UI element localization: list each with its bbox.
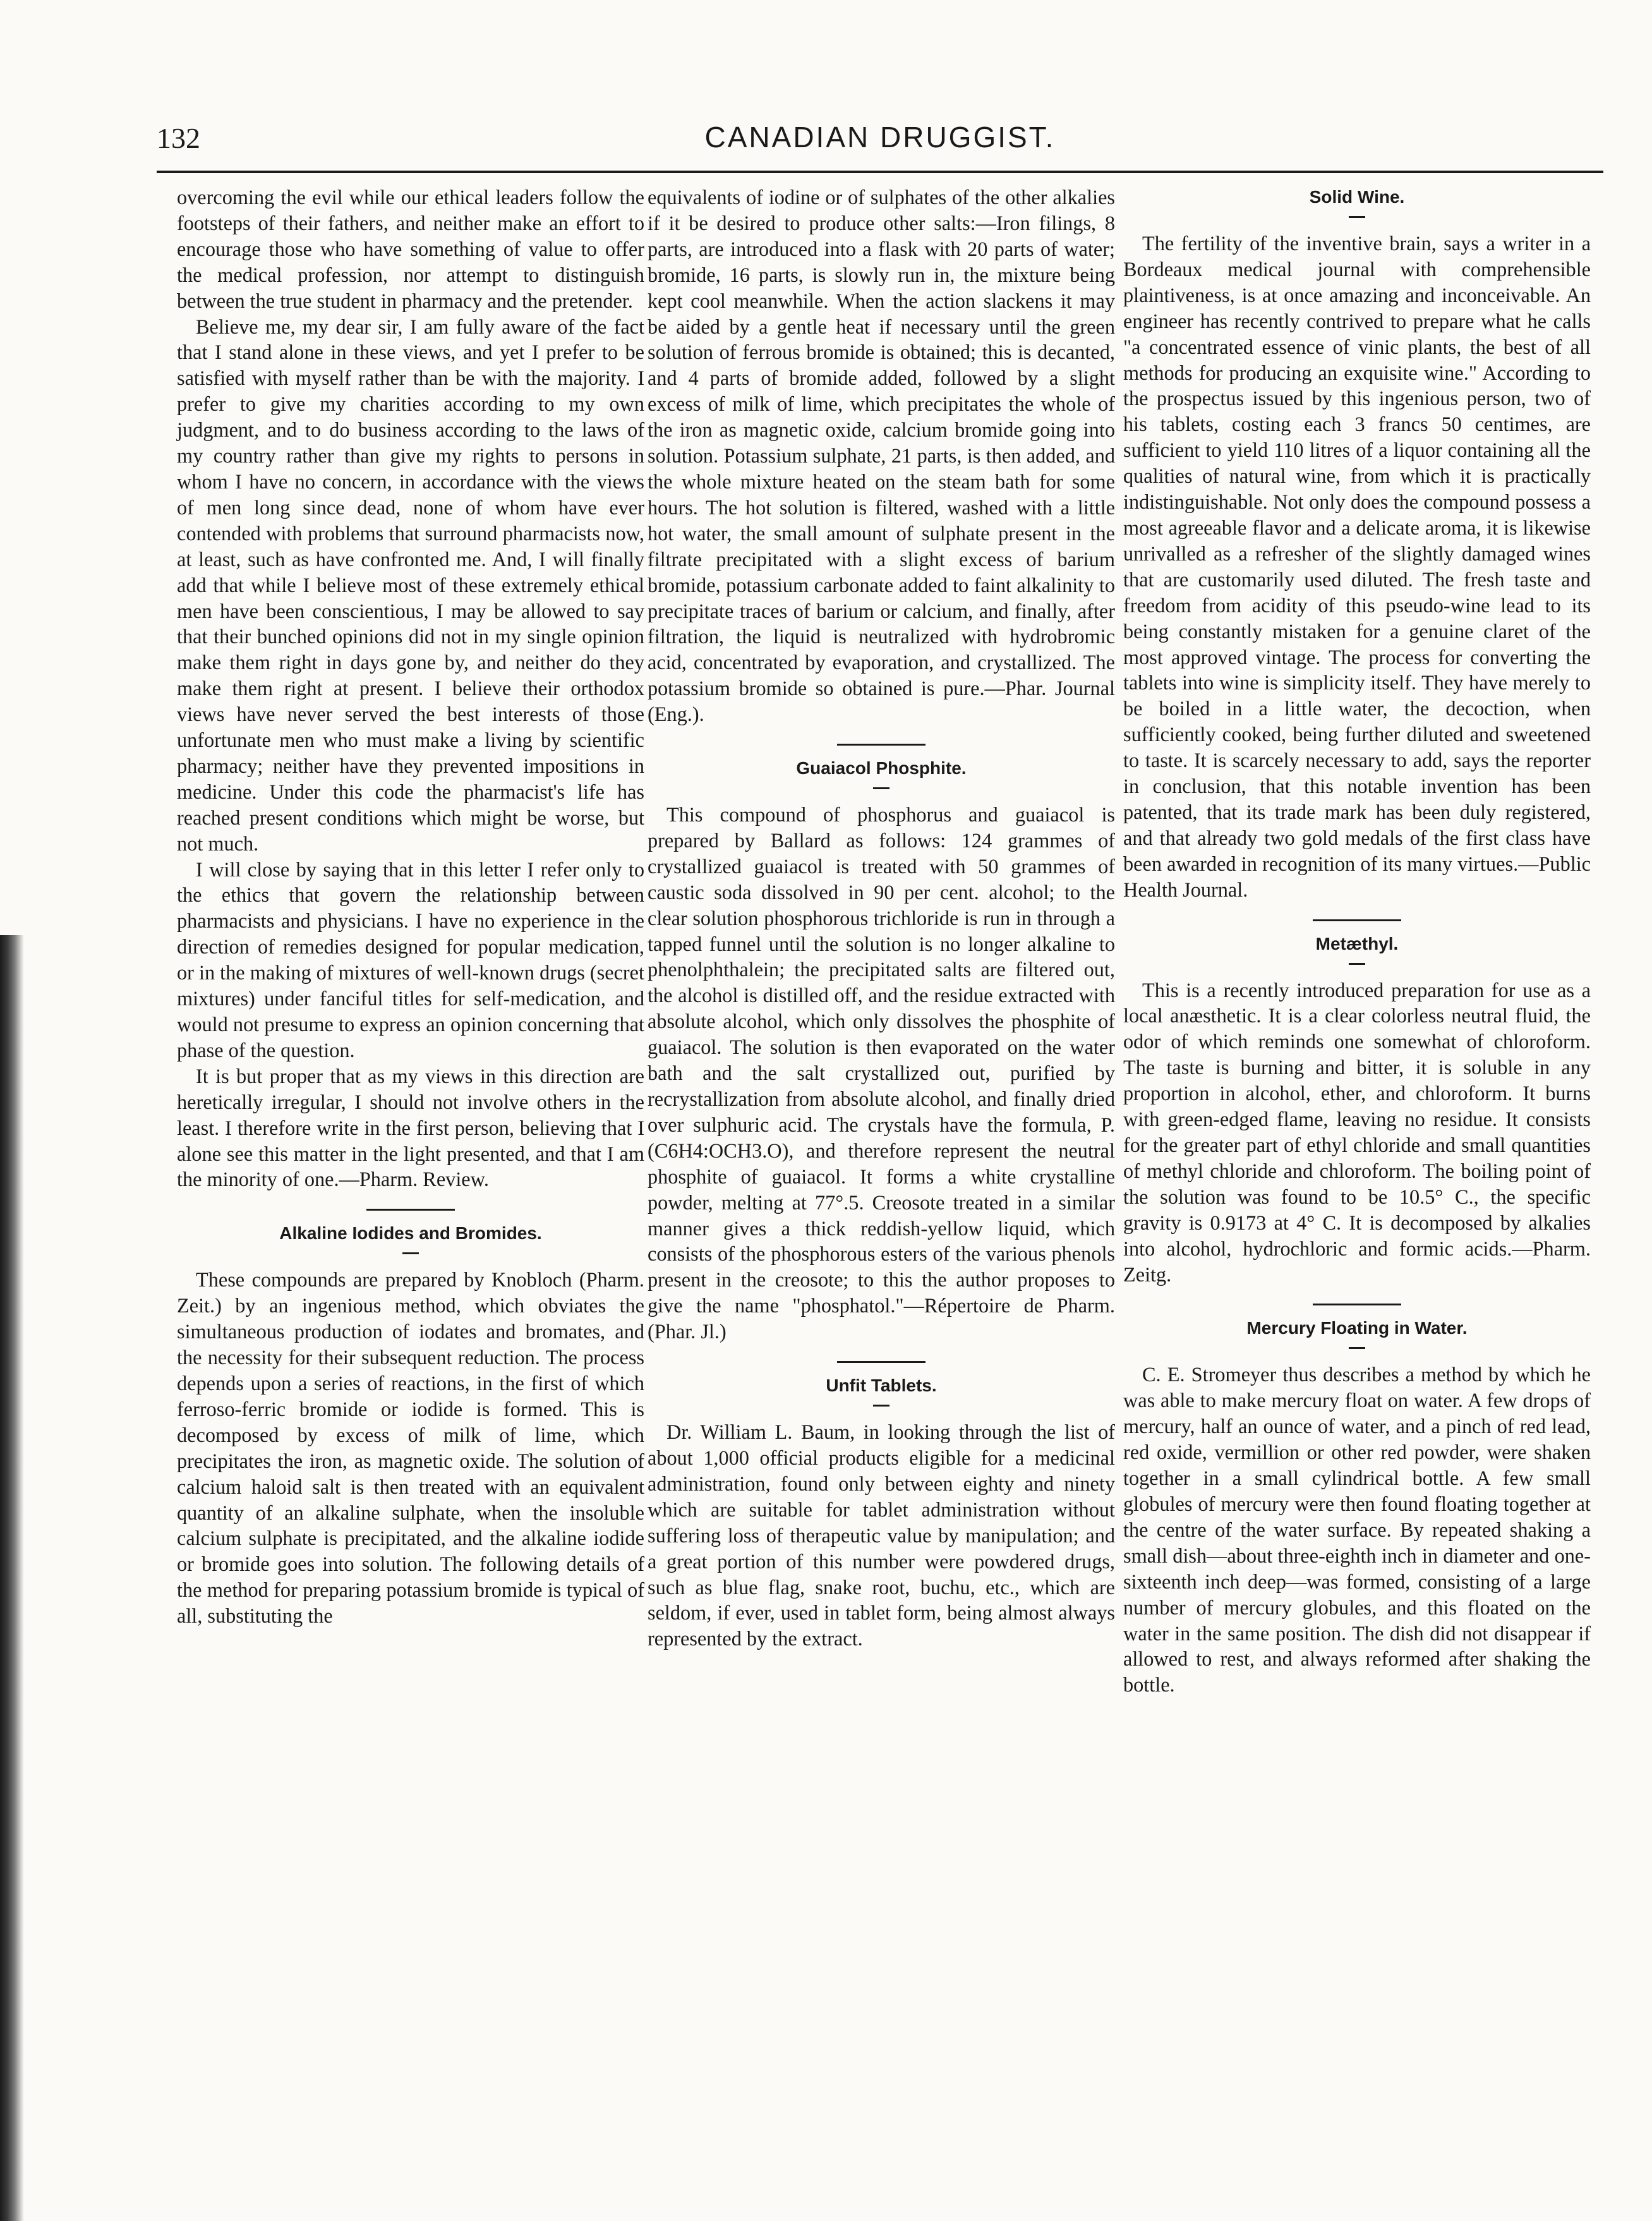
paragraph: I will close by saying that in this letter I refer only to the ethics that govern the relationship between pharmacists and physicians. I have no experience in the direction of remedies designed for popular medication, or in the making of mixtures of well-known drugs (secret mixtures) under fanciful titles for self-medication, and would not presume to express an opinion concerning that phase of the question. <box>177 857 644 1062</box>
section-heading-metaethyl: Metæthyl. <box>1315 933 1399 953</box>
paragraph: Believe me, my dear sir, I am fully aware of the fact that I stand alone in these views, and yet I prefer to be satisfied with myself rather than be with the majority. I prefer to give my charities according to my own judgment, and to do business according to the laws of my country rather than give my rights to persons in whom I have no concern, in accordance with the views of men long since dead, none of whom have ever contended with problems that surround pharmacists now, at least, such as have confronted me. And, I will finally add that while I believe most of these extremely ethical men have been conscientious, I may be allowed to say that their bunched opinions did not in my single opinion make them right in days gone by, and neither do they make them right at present. I believe their orthodox views have never served the best interests of those unfortunate men who must make a living by scientific pharmacy; neither have they prevented impositions in medicine. Under this code the pharmacist's life has reached present conditions which might be worse, but not much. <box>177 315 644 855</box>
paragraph: C. E. Stromeyer thus describes a method by which he was able to make mercury float on water. A few drops of mercury, half an ounce of water, and a pinch of red lead, red oxide, vermillion or other red powder, were shaken together in a small cylindrical bottle. A few small globules of mercury were then found floating together at the centre of the water surface. By repeated shaking a small dish—about three-eighth inch in diameter and one-sixteenth inch deep—was formed, consisting of a large number of mercury globules, and this floated on the water in the same position. The dish did not disappear if allowed to rest, and always reformed after shaking the bottle. <box>1123 1363 1591 1697</box>
heading-dash <box>1349 963 1365 965</box>
section-heading-guaiacol-phosphite: Guaiacol Phosphite. <box>796 758 967 778</box>
section-divider <box>366 1209 455 1211</box>
section-divider <box>837 744 925 746</box>
paragraph: The fertility of the inventive brain, says a writer in a Bordeaux medical journal with comprehensible plaintiveness, is at once amazing and inconceivable. An engineer has recently contrived to prepare what he calls "a concentrated essence of vinic plants, the best of all methods for producing an exquisite wine." According to the prospectus issued by this ingenious person, two of his tablets, costing each 3 francs 50 centimes, are sufficient to yield 110 litres of a liquor containing all the qualities of natural wine, from which it is practically indistinguishable. Not only does the compound possess a most agreeable flavor and a delicate aroma, it is likewise unrivalled as a refresher of the slightly damaged wines that are customarily used diluted. The fresh taste and freedom from acidity of this pseudo-wine lead to its being constantly mistaken for a genuine claret of the most approved vintage. The process for converting the tablets into wine is simplicity itself. They have merely to be boiled in a little water, the decoction, when sufficiently cooked, being further diluted and sweetened to taste. It is scarcely necessary to add, says the reporter in conclusion, that this notable invention has been patented, that its trade mark has been duly registered, and that already two gold medals of the first class have been awarded in recognition of its many virtues.—Public Health Journal. <box>1123 232 1591 901</box>
paragraph: This is a recently introduced preparation for use as a local anæsthetic. It is a clear colorless neutral fluid, the odor of which reminds one somewhat of chloroform. The taste is burning and bitter, it is soluble in any proportion in alcohol, ether, and chloroform. It burns with green-edged flame, leaving no residue. It consists for the greater part of ethyl chloride and small quantities of methyl chloride and chloroform. The boiling point of the solution was found to be 10.5° C., the specific gravity is 0.9173 at 4° C. It is decomposed by alkalies into alcohol, hydrochloric and formic acids.—Pharm. Zeitg. <box>1123 978 1591 1286</box>
section-heading-solid-wine: Solid Wine. <box>1309 187 1405 207</box>
section-heading-unfit-tablets: Unfit Tablets. <box>826 1376 937 1396</box>
paragraph: Dr. William L. Baum, in looking through the list of about 1,000 official products eligible for a medicinal administration, found only between eighty and ninety which are suitable for tablet administration without suffering loss of therapeutic value by manipulation; and a great portion of this number were powdered drugs, such as blue flag, snake root, buchu, etc., which are seldom, if ever, used in tablet form, being almost always represented by the extract. <box>648 1420 1115 1650</box>
column-1 <box>177 185 644 1629</box>
paragraph: equivalents of iodine or of sulphates of the other alkalies if it be desired to produce other salts:—Iron filings, 8 parts, are introduced into a flask with 20 parts of water; bromide, 16 parts, is slowly run in, the mixture being kept cool meanwhile. When the action slackens it may be aided by a gentle heat if necessary until the green solution of ferrous bromide is obtained; this is decanted, and 4 parts of bromide added, followed by a slight excess of milk of lime, which precipitates the whole of the iron as magnetic oxide, calcium bromide going into solution. Potassium sulphate, 21 parts, is then added, and the whole mixture heated on the steam bath for some hours. The hot solution is filtered, washed with a little hot water, the small amount of sulphate present in the filtrate precipitated with a slight excess of barium bromide, potassium carbonate added to faint alkalinity to precipitate traces of barium or calcium, and finally, after filtration, the liquid is neutralized with hydrobromic acid, concentrated by evaporation, and crystallized. The potassium bromide so obtained is pure.—Phar. Journal (Eng.). <box>648 186 1115 726</box>
header-rule <box>157 171 1603 173</box>
column-2 <box>648 185 1115 1652</box>
section-heading-mercury-floating: Mercury Floating in Water. <box>1246 1318 1468 1338</box>
paragraph: This compound of phosphorus and guaiacol is prepared by Ballard as follows: 124 grammes of crystallized guaiacol is treated with 50 grammes of caustic soda dissolved in 90 per cent. alcohol; to the clear solution phosphorous trichloride is run in through a tapped funnel until the solution is no longer alkaline to phenolphthalein; the precipitated salts are filtered out, the alcohol is distilled off, and the residue extracted with absolute alcohol, which only dissolves the phosphite of guaiacol. The solution is then evaporated on the water bath and the salt crystallized out, purified by recrystallization from absolute alcohol, and finally dried over sulphuric acid. The crystals have the formula, P.(C6H4:OCH3.O), and therefore represent the neutral phosphite of guaiacol. It forms a white crystalline powder, melting at 77°.5. Creosote treated in a similar manner gives a thick reddish-yellow liquid, which consists of the phosphorous esters of the various phenols present in the creosote; to this the author proposes to give the name "phosphatol."—Répertoire de Pharm. (Phar. Jl.) <box>648 803 1115 1343</box>
section-divider <box>1313 919 1401 921</box>
paragraph: overcoming the evil while our ethical leaders follow the footsteps of their fathers, and neither make an effort to encourage those who have something of value to offer the medical profession, nor attempt to distinguish between the true student in pharmacy and the pretender. <box>177 186 644 312</box>
heading-dash <box>402 1252 419 1254</box>
paragraph: These compounds are prepared by Knobloch (Pharm. Zeit.) by an ingenious method, which obviates the simultaneous production of iodates and bromates, and the necessity for their subsequent reduction. The process depends upon a series of reactions, in the first of which ferroso-ferric bromide or iodide is formed. This is decomposed by excess of milk of lime, which precipitates the iron, as magnetic oxide. The solution of calcium haloid salt is then treated with an equivalent quantity of an alkaline sulphate, when the insoluble calcium sulphate is precipitated, and the alkaline iodide or bromide goes into solution. The following details of the method for preparing potassium bromide is typical of all, substituting the <box>177 1268 644 1628</box>
heading-dash <box>873 787 889 789</box>
scan-binding-edge <box>0 935 24 2221</box>
section-heading-alkaline-iodides: Alkaline Iodides and Bromides. <box>279 1223 542 1244</box>
section-divider <box>837 1361 925 1363</box>
heading-dash <box>873 1405 889 1407</box>
page-number: 132 <box>157 122 200 154</box>
section-divider <box>1313 1304 1401 1305</box>
page-header <box>157 121 1603 174</box>
heading-dash <box>1349 1347 1365 1349</box>
heading-dash <box>1349 216 1365 218</box>
column-3 <box>1123 185 1591 1698</box>
page-title: CANADIAN DRUGGIST. <box>704 121 1056 154</box>
paragraph: It is but proper that as my views in this direction are heretically irregular, I should not involve others in the least. I therefore write in the first person, believing that I alone see this matter in the light presented, and that I am the minority of one.—Pharm. Review. <box>177 1064 644 1191</box>
